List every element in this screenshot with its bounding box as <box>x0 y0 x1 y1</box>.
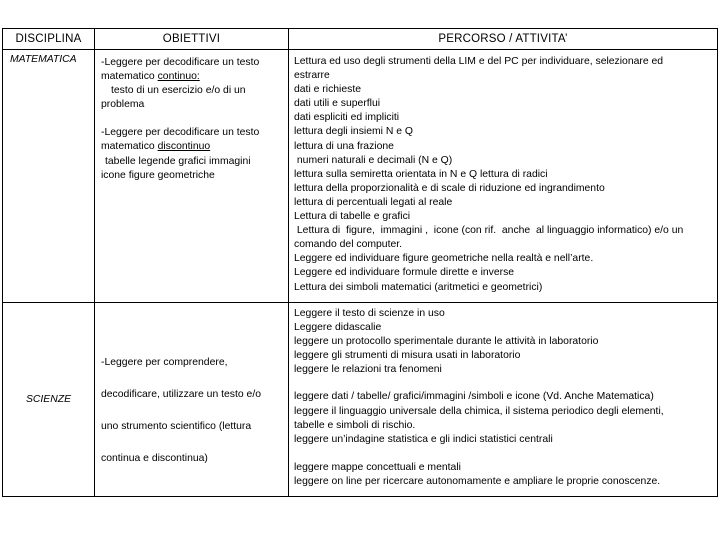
activities-matematica <box>289 50 718 303</box>
activity-line: lettura di una frazione <box>294 140 394 152</box>
activity-line: leggere un protocollo sperimentale durante le attività in laboratorio <box>294 336 599 348</box>
activity-line: dati espliciti ed impliciti <box>294 112 400 124</box>
activities-scienze <box>289 303 718 497</box>
activity-line: dati e richieste <box>294 84 361 96</box>
header-row <box>3 29 718 50</box>
discipline-scienze: SCIENZE <box>3 303 95 497</box>
activity-line: lettura di percentuali legati al reale <box>294 196 453 208</box>
activity-line: numeri naturali e decimali (N e Q) <box>294 154 453 166</box>
activity-line: Lettura di tabelle e grafici <box>294 211 411 223</box>
activity-line: Leggere didascalie <box>294 322 382 334</box>
row-matematica <box>3 50 718 303</box>
activity-line: Leggere ed individuare figure geometriche nella realtà e nell’arte. <box>294 253 594 265</box>
activity-line: leggere mappe concettuali e mentali <box>294 461 461 473</box>
discipline-matematica: MATEMATICA <box>3 50 95 303</box>
activity-line: lettura degli insiemi N e Q <box>294 126 413 138</box>
activity-line: Lettura di figure, immagini , icone (con rif. anche al linguaggio informatico) e/o un <box>294 225 684 237</box>
header-obiettivi: OBIETTIVI <box>95 29 289 50</box>
activity-line: Leggere il testo di scienze in uso <box>294 308 445 319</box>
activity-line: leggere dati / tabelle/ grafici/immagini /simboli e icone (Vd. Anche Matematica) <box>294 391 654 403</box>
header-disciplina: DISCIPLINA <box>3 29 95 50</box>
objectives-matematica: -Leggere per decodificare un testo matematico continuo: testo di un esercizio e/o di un problema -Leggere per decodificare un testo matematico discontinuo tabelle legende grafici immagini icone figure geometriche <box>95 50 289 303</box>
activity-line: leggere il linguaggio universale della chimica, il sistema periodico degli elementi, <box>294 405 664 417</box>
activity-line: tabelle e simboli di rischio. <box>294 419 416 431</box>
activity-line: Lettura dei simboli matematici (aritmetici e geometrici) <box>294 281 543 293</box>
activity-line: Lettura ed uso degli strumenti della LIM e del PC per individuare, selezionare ed <box>294 56 664 67</box>
row-scienze <box>3 303 718 497</box>
activity-line: leggere gli strumenti di misura usati in laboratorio <box>294 350 521 362</box>
activity-line: leggere on line per ricercare autonomamente e ampliare le proprie conoscenze. <box>294 475 661 487</box>
curriculum-table <box>2 28 718 497</box>
activity-line: lettura sulla semiretta orientata in N e Q lettura di radici <box>294 168 548 180</box>
activity-line: Leggere ed individuare formule dirette e inverse <box>294 267 515 279</box>
activity-line: lettura della proporzionalità e di scale di riduzione ed ingrandimento <box>294 182 605 194</box>
objectives-scienze: -Leggere per comprendere, decodificare, utilizzare un testo e/o uno strumento scientifico (lettura continua e discontinua) <box>95 303 289 497</box>
activity-line: comando del computer. <box>294 239 403 251</box>
activity-line: leggere un’indagine statistica e gli indici statistici centrali <box>294 433 553 445</box>
header-percorso: PERCORSO / ATTIVITA’ <box>289 29 718 50</box>
activity-line: leggere le relazioni tra fenomeni <box>294 364 442 376</box>
activity-line: dati utili e superflui <box>294 98 381 110</box>
activity-line: estrarre <box>294 70 330 82</box>
